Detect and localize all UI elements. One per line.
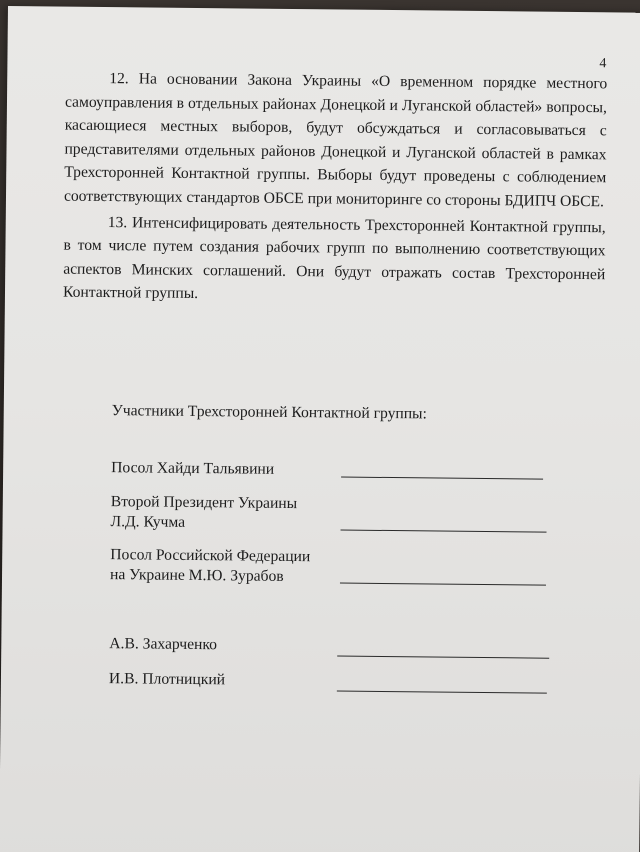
signature-line bbox=[337, 655, 549, 658]
signatory-plotnitsky bbox=[109, 669, 225, 690]
signatory-line1: Посол Хайди Тальявини bbox=[111, 459, 275, 478]
paragraph-12: 12. На основании Закона Украины «О временном порядке местного самоуправления в отдельных районах Донецкой и Луганской областей» вопросы, касающиеся местных выборов, будут обсуждаться и согласовываться с представителями отдельных районов Донецкой и Луганской областей в рамках Трехсторонней Контактной группы. Выборы будут проведены с соблюдением соответствующих стандартов ОБСЕ при мониторинге со стороны БДИПЧ ОБСЕ. bbox=[63, 70, 608, 211]
signatory-tagliavini bbox=[111, 458, 274, 480]
signatory-zakharchenko bbox=[109, 634, 217, 655]
document-body bbox=[63, 67, 607, 311]
signatory-line1: Второй Президент Украины bbox=[110, 493, 298, 513]
participants-heading: Участники Трехсторонней Контактной группы: bbox=[111, 402, 428, 423]
signatory-line2: на Украине М.Ю. Зурабов bbox=[109, 566, 284, 585]
document-page bbox=[0, 6, 640, 852]
paragraph-13: 13. Интенсифицировать деятельность Трехсторонней Контактной группы, в том числе путем создания рабочих групп по выполнению соответствующих аспектов Минских соглашений. Они будут отражать состав Трехсторонней Контактной группы. bbox=[62, 213, 606, 303]
signature-line bbox=[337, 690, 547, 693]
signature-line bbox=[341, 530, 547, 533]
signature-line bbox=[341, 477, 543, 480]
signatory-line1: И.В. Плотницкий bbox=[108, 670, 226, 689]
page-number: 4 bbox=[599, 56, 607, 72]
signature-line bbox=[340, 583, 546, 586]
signatory-line1: Посол Российской Федерации bbox=[110, 546, 311, 566]
signatory-line1: А.В. Захарченко bbox=[109, 635, 218, 654]
signatory-line2: Л.Д. Кучма bbox=[110, 513, 186, 531]
signatory-kuchma bbox=[110, 492, 297, 534]
signatory-zurabov bbox=[110, 545, 310, 587]
